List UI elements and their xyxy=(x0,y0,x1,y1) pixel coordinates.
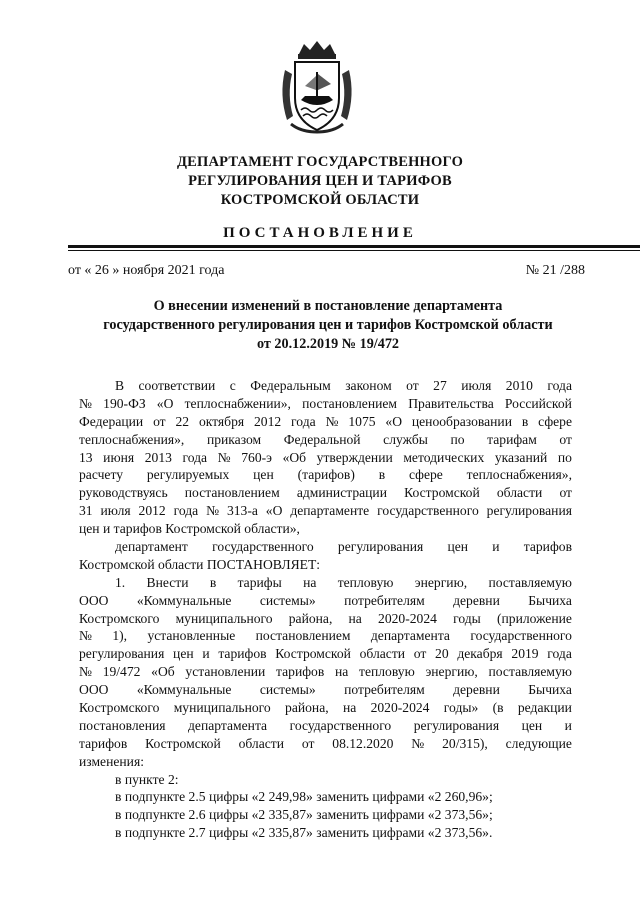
body-word: 20 xyxy=(435,646,449,662)
body-word: службы xyxy=(383,431,428,447)
body-word: Федерации xyxy=(79,413,144,429)
body-line xyxy=(79,699,572,717)
body-word: декабря xyxy=(457,646,503,662)
body-word: Бычиха xyxy=(528,682,572,698)
body-word: 2020-2024 xyxy=(370,700,430,716)
body-word: района, xyxy=(285,700,329,716)
body-word: № xyxy=(206,503,220,519)
body-word: Российской xyxy=(504,395,572,411)
body-word: регулирования xyxy=(413,717,500,733)
body-word: области xyxy=(496,485,543,501)
body-word: «Коммунальные xyxy=(136,592,232,608)
body-word: «Об xyxy=(282,449,307,465)
body-word: области xyxy=(359,646,406,662)
department-name-line: КОСТРОМСКОЙ ОБЛАСТИ xyxy=(220,192,420,208)
body-word: 2020-2024 xyxy=(378,610,437,626)
body-word: постановлением xyxy=(184,485,280,501)
body-word: 20/315), xyxy=(442,735,488,751)
body-word: № xyxy=(79,664,92,680)
document-number: № 21 /288 xyxy=(525,263,585,278)
body-word: годы» xyxy=(443,700,479,716)
body-word: методических xyxy=(403,449,485,465)
body-word: департаменте xyxy=(290,503,370,519)
body-word: тарифов xyxy=(523,539,572,555)
body-line: цен и тарифов Костромской области», xyxy=(79,521,300,537)
body-word: энергию, xyxy=(414,574,468,590)
body-word: 313-а xyxy=(226,503,258,519)
body-word: от xyxy=(301,735,315,751)
body-line xyxy=(79,610,572,628)
body-word: № xyxy=(79,628,92,644)
body-word: 22 xyxy=(175,413,190,429)
body-line xyxy=(79,592,572,610)
body-line: в подпункте 2.7 цифры «2 335,87» заменить цифрами «2 373,56». xyxy=(115,825,493,841)
body-word: № xyxy=(325,413,339,429)
body-word: в xyxy=(209,574,217,590)
body-word: системы» xyxy=(259,592,316,608)
body-line xyxy=(79,377,572,395)
body-word: муниципального xyxy=(175,610,273,626)
body-word: 760-э xyxy=(241,449,272,465)
document-title-line: от 20.12.2019 № 19/472 xyxy=(256,336,400,352)
body-word: поставляемую xyxy=(488,664,572,680)
body-word: ценообразовании xyxy=(411,413,512,429)
body-word: государственного xyxy=(377,503,479,519)
body-word: тарифов xyxy=(276,664,325,680)
body-word: теплоснабжения», xyxy=(466,467,572,483)
body-word: руководствуясь xyxy=(79,485,168,501)
body-word: ООО xyxy=(79,682,109,698)
body-word: Федеральным xyxy=(250,378,331,393)
body-word: Костромского xyxy=(79,610,160,626)
header-divider-thick xyxy=(68,245,640,248)
body-word: Правительства xyxy=(408,395,494,411)
document-title-line: государственного регулирования цен и тарифов Костромской области xyxy=(103,317,553,333)
body-word: В xyxy=(115,378,125,393)
body-word: «Об xyxy=(151,664,175,680)
body-line: Костромской области ПОСТАНОВЛЯЕТ: xyxy=(79,556,321,572)
body-line xyxy=(79,574,572,592)
body-word: июля xyxy=(461,378,492,393)
body-word: утверждении xyxy=(316,449,393,465)
body-word: законом xyxy=(345,378,392,393)
body-line xyxy=(79,735,572,753)
body-word: от xyxy=(406,378,419,393)
body-line: в подпункте 2.6 цифры «2 335,87» заменить цифрами «2 373,56»; xyxy=(115,807,493,823)
body-word: поставляемую xyxy=(488,574,572,590)
body-word: (приложение xyxy=(496,610,572,626)
body-word: установленные xyxy=(147,628,236,644)
body-word: соответствии xyxy=(138,378,216,393)
body-word: № xyxy=(411,735,425,751)
body-word: системы» xyxy=(259,682,316,698)
body-word: № xyxy=(217,449,231,465)
department-name-line: ДЕПАРТАМЕНТ ГОСУДАРСТВЕННОГО xyxy=(176,154,464,170)
body-word: деревни xyxy=(453,682,500,698)
header-divider-thin xyxy=(68,250,640,251)
body-word: в xyxy=(521,413,529,429)
body-word: по xyxy=(557,449,572,465)
body-word: регулирования xyxy=(79,646,165,662)
body-word: постановлением xyxy=(255,628,351,644)
body-word: государственного xyxy=(212,539,314,555)
body-word: 31 xyxy=(79,503,93,519)
body-line xyxy=(79,502,572,520)
body-word: на xyxy=(334,664,349,680)
body-word: от xyxy=(559,431,572,447)
body-word: года xyxy=(291,413,316,429)
body-word: с xyxy=(229,378,236,393)
body-word: цен xyxy=(253,467,274,483)
body-word: 2010 xyxy=(505,378,533,393)
body-word: 08.12.2020 xyxy=(332,735,394,751)
body-line: в подпункте 2.5 цифры «2 249,98» заменить цифрами «2 260,96»; xyxy=(115,789,493,805)
body-word: № xyxy=(79,395,92,411)
document-body xyxy=(79,377,572,842)
body-word: года xyxy=(547,646,572,662)
body-word: 1. xyxy=(115,574,126,590)
body-word: тарифам xyxy=(487,431,537,447)
body-word: 190-ФЗ xyxy=(103,395,146,411)
body-word: 2012 xyxy=(254,413,282,429)
body-word: департамента xyxy=(188,717,268,733)
body-line xyxy=(79,627,572,645)
body-word: 2013 xyxy=(144,449,172,465)
body-word: Бычиха xyxy=(528,592,572,608)
body-word: на xyxy=(348,610,362,626)
body-word: 13 xyxy=(79,449,93,465)
body-word: энергию, xyxy=(425,664,478,680)
body-word: «О xyxy=(265,503,283,519)
body-word: Костромской xyxy=(145,735,221,751)
body-word: года xyxy=(182,449,208,465)
body-word: сфере xyxy=(408,467,443,483)
document-type: ПОСТАНОВЛЕНИЕ xyxy=(223,225,417,241)
body-line xyxy=(79,466,572,484)
body-word: (в xyxy=(492,700,504,716)
body-word: Костромского xyxy=(79,700,160,716)
body-word: следующие xyxy=(505,735,572,751)
body-word: установлении xyxy=(185,664,266,680)
body-line xyxy=(79,413,572,431)
body-line: в пункте 2: xyxy=(115,771,179,787)
body-word: расчету xyxy=(79,467,124,483)
body-word: муниципального xyxy=(173,700,271,716)
body-word: 2012 xyxy=(138,503,166,519)
body-word: «О xyxy=(156,395,174,411)
body-word: 2019 xyxy=(511,646,539,662)
body-word: тарифов xyxy=(218,646,267,662)
body-word: «Коммунальные xyxy=(136,682,232,698)
body-word: года xyxy=(547,378,572,393)
body-line xyxy=(79,484,572,502)
body-word: тепловую xyxy=(359,664,415,680)
body-word: по xyxy=(450,431,465,447)
body-word: Костромской xyxy=(275,646,351,662)
body-word: от xyxy=(413,646,427,662)
body-word: Федеральной xyxy=(283,431,361,447)
body-word: на xyxy=(342,700,357,716)
body-line xyxy=(79,681,572,699)
body-word: ООО xyxy=(79,592,109,608)
body-word: теплоснабжении», xyxy=(184,395,291,411)
body-word: деревни xyxy=(453,592,500,608)
body-word: редакции xyxy=(517,700,572,716)
body-word: указаний xyxy=(494,449,548,465)
body-word: департамента xyxy=(370,628,450,644)
body-word: от xyxy=(559,485,572,501)
body-word: района, xyxy=(288,610,333,626)
body-word: 27 xyxy=(433,378,447,393)
body-word: цен xyxy=(521,717,543,733)
body-line xyxy=(79,663,572,681)
body-word: регулирования xyxy=(337,539,424,555)
body-word: на xyxy=(303,574,317,590)
body-word: потребителям xyxy=(344,592,425,608)
body-word: «О xyxy=(385,413,403,429)
body-word: постановлением xyxy=(302,395,398,411)
body-word: приказом xyxy=(206,431,262,447)
body-word: Костромской xyxy=(404,485,480,501)
body-word: годы xyxy=(453,610,481,626)
body-word: потребителям xyxy=(344,682,425,698)
body-word: в xyxy=(378,467,386,483)
body-word: регулирования xyxy=(486,503,572,519)
body-word: сфере xyxy=(538,413,572,429)
body-word: (тарифов) xyxy=(297,467,355,483)
body-word: тарифов xyxy=(79,735,128,751)
body-word: государственного xyxy=(289,717,392,733)
body-word: теплоснабжения», xyxy=(79,431,185,447)
body-word: тепловую xyxy=(337,574,394,590)
body-word: 1075 xyxy=(348,413,376,429)
body-word: постановления xyxy=(79,717,166,733)
body-line: изменения: xyxy=(79,753,144,769)
coat-of-arms-icon xyxy=(277,40,357,134)
body-word: года xyxy=(173,503,199,519)
body-word: цен xyxy=(173,646,194,662)
body-word: цен xyxy=(447,539,469,555)
body-word: июня xyxy=(103,449,135,465)
body-word: октября xyxy=(198,413,245,429)
document-date: от « 26 » ноября 2021 года xyxy=(68,263,225,278)
body-word: и xyxy=(492,539,500,555)
body-word: 1), xyxy=(112,628,128,644)
body-word: и xyxy=(202,646,210,662)
document-title-line: О внесении изменений в постановление департамента xyxy=(153,298,503,314)
body-line xyxy=(79,395,572,413)
body-line xyxy=(79,538,572,556)
body-line xyxy=(79,431,572,449)
body-word: Внести xyxy=(146,574,189,590)
body-line xyxy=(79,717,572,735)
body-word: июля xyxy=(100,503,131,519)
body-word: от xyxy=(153,413,166,429)
body-line xyxy=(79,449,572,467)
body-word: области xyxy=(238,735,285,751)
body-word: и xyxy=(564,717,572,733)
body-word: администрации xyxy=(296,485,387,501)
body-word: регулируемых xyxy=(146,467,230,483)
body-line xyxy=(79,645,572,663)
body-word: 19/472 xyxy=(102,664,141,680)
body-word: государственного xyxy=(470,628,572,644)
body-word: тарифы xyxy=(237,574,282,590)
department-name-line: РЕГУЛИРОВАНИЯ ЦЕН И ТАРИФОВ xyxy=(188,173,452,189)
body-word: департамент xyxy=(115,539,188,555)
